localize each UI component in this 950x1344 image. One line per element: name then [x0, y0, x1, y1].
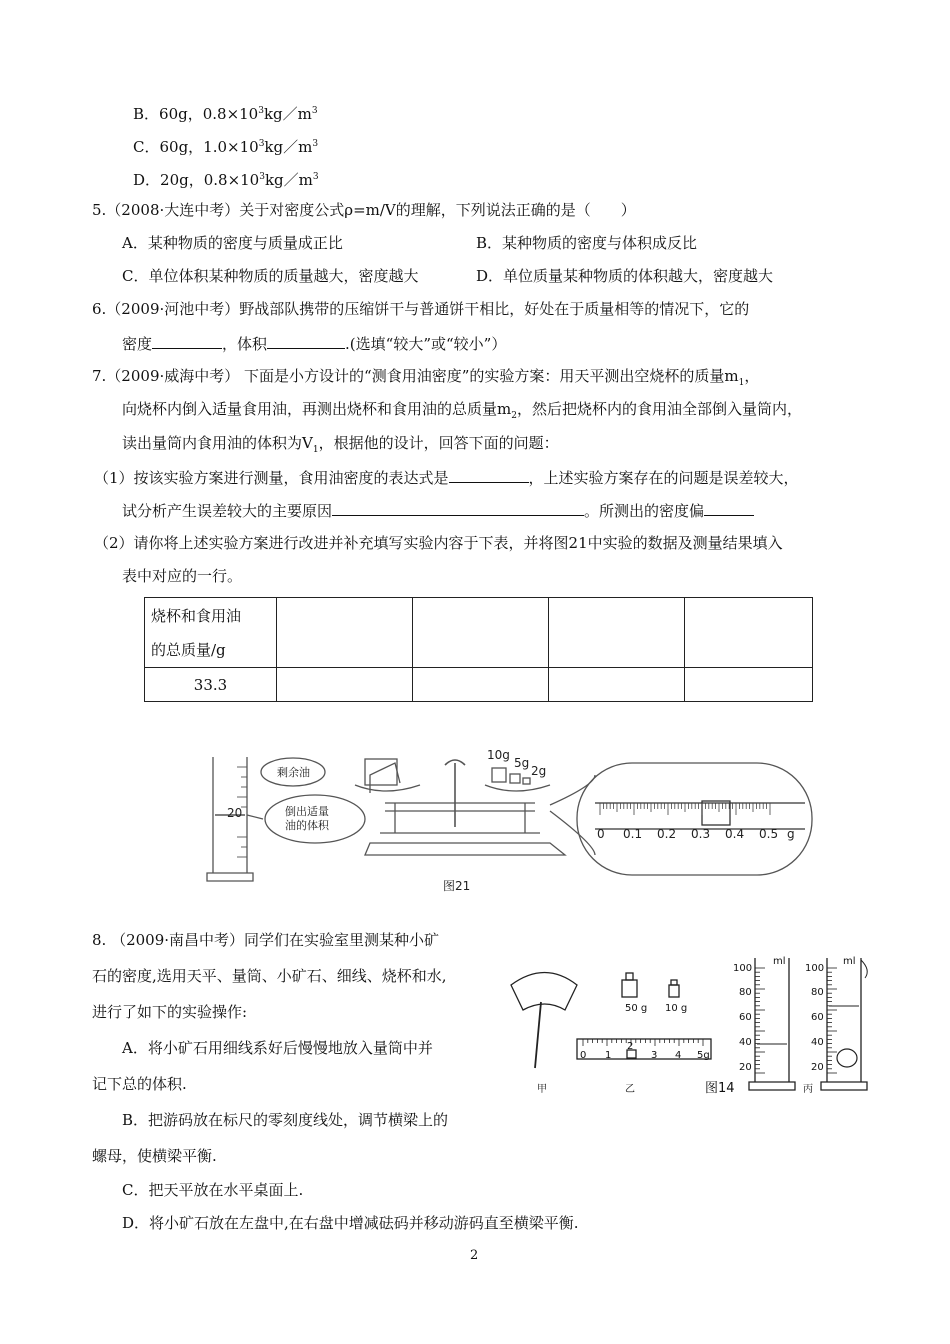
scale-label: 0 — [580, 1050, 587, 1061]
q7-line1: 7.（2009·威海中考） 下面是小方设计的“测食用油密度”的实验方案：用天平测出空烧杯的质量$m_1$， — [92, 367, 760, 388]
table-cell[interactable] — [277, 668, 413, 702]
table-cell[interactable] — [549, 598, 685, 668]
scale-unit: g — [787, 827, 795, 841]
q5-stem: 5.（2008·大连中考）关于对密度公式ρ=m/V的理解，下列说法正确的是（ ） — [92, 201, 636, 219]
tick-label: 100 — [805, 963, 825, 974]
weight-5g-label: 5g — [514, 756, 530, 770]
tick-label: 60 — [739, 1012, 752, 1023]
table-header-cell — [145, 598, 277, 668]
scale-label: 0.2 — [657, 827, 677, 841]
q7-line3: 读出量筒内食用油的体积为$V_1$，根据他的设计，回答下面的问题： — [122, 434, 559, 455]
q6-blank-volume[interactable] — [267, 332, 345, 349]
tick-label: 40 — [811, 1037, 824, 1048]
table-cell[interactable] — [277, 598, 413, 668]
weight-10g-label: 10 g — [665, 1003, 688, 1014]
q5-option-a: A．某种物质的密度与质量成正比 — [122, 234, 343, 252]
q7-blank-reason[interactable] — [332, 499, 584, 516]
figure-21 — [205, 745, 820, 895]
q8-step-b1: B．把游码放在标尺的零刻度线处，调节横梁上的 — [122, 1111, 449, 1129]
scale-label: 0 — [597, 827, 605, 841]
table-cell[interactable] — [685, 668, 813, 702]
data-table — [144, 597, 813, 702]
figure-14 — [505, 940, 885, 1100]
table-cell[interactable] — [685, 598, 813, 668]
weight-2g-label: 2g — [531, 764, 547, 778]
label-yi: 乙 — [625, 1084, 635, 1095]
scale-label: 0.1 — [623, 827, 643, 841]
weight-10g-label: 10g — [487, 748, 510, 762]
q8-step-a2: 记下总的体积. — [92, 1075, 187, 1093]
weight-50g-label: 50 g — [625, 1003, 648, 1014]
scale-label: 0.4 — [725, 827, 745, 841]
figure-14-caption: 图14 — [705, 1081, 735, 1096]
scale-label: 0.3 — [691, 827, 711, 841]
label-bing: 丙 — [803, 1084, 813, 1095]
q5-option-d: D．单位质量某种物质的体积越大，密度越大 — [476, 267, 774, 285]
q7-part2-line2: 表中对应的一行。 — [122, 567, 243, 585]
cylinder-right — [821, 958, 867, 1090]
table-header-line1: 烧杯和食用油 — [151, 606, 242, 625]
table-cell[interactable] — [549, 668, 685, 702]
q8-step-a1: A．将小矿石用细线系好后慢慢地放入量筒中并 — [122, 1039, 433, 1057]
tick-label: 20 — [811, 1062, 824, 1073]
scale-label: 4 — [675, 1050, 682, 1061]
scale-label: 3 — [651, 1050, 658, 1061]
q7-blank-bias[interactable] — [704, 499, 754, 516]
scale-label: 1 — [605, 1050, 612, 1061]
q8-line1: 8. （2009·南昌中考）同学们在实验室里测某种小矿 — [92, 931, 440, 949]
q7-part1-line2: 试分析产生误差较大的主要原因 。所测出的密度偏 — [122, 499, 754, 521]
tick-label: 60 — [811, 1012, 824, 1023]
page-number: 2 — [470, 1248, 479, 1263]
bubble-pour-line1: 倒出适量 — [285, 805, 329, 818]
q8-step-b2: 螺母，使横梁平衡. — [92, 1147, 217, 1165]
tick-label: 80 — [739, 987, 752, 998]
table-header-line2: 的总质量/g — [151, 640, 226, 659]
cylinder-left — [749, 958, 795, 1090]
q7-part1-line1: （1）按该实验方案进行测量，食用油密度的表达式是 ，上述实验方案存在的问题是误差较大， — [94, 466, 799, 488]
label-jia: 甲 — [537, 1084, 547, 1095]
scale-label: 5g — [697, 1050, 710, 1061]
q8-line2: 石的密度,选用天平、量筒、小矿石、细线、烧杯和水, — [92, 967, 447, 985]
scale-label: 2 — [627, 1041, 634, 1052]
q6-line2: 密度 ，体积 .(选填“较大”或“较小”） — [122, 332, 506, 354]
balance-dial — [511, 973, 577, 1011]
q4-option-d: D．20g，$0.8\times 10^3kg/m^3$ — [133, 171, 319, 189]
q7-line2: 向烧杯内倒入适量食用油，再测出烧杯和食用油的总质量$m_2$，然后把烧杯内的食用油全部倒入量筒内， — [122, 400, 802, 421]
cylinder-unit-right: ml — [843, 956, 856, 967]
q4-option-b: B．60g，$0.8\times 10^3kg/m^3$ — [133, 105, 318, 123]
bubble-pour-line2: 油的体积 — [285, 819, 329, 832]
scale-label: 0.5 — [759, 827, 779, 841]
bubble-remaining-oil: 剩余油 — [277, 766, 310, 779]
q5-option-b: B．某种物质的密度与体积成反比 — [476, 234, 698, 252]
table-cell[interactable] — [413, 598, 549, 668]
tick-label: 100 — [733, 963, 753, 974]
cylinder-unit-left: ml — [773, 956, 786, 967]
q5-option-c: C．单位体积某种物质的质量越大，密度越大 — [122, 267, 419, 285]
q6-line1: 6.（2009·河池中考）野战部队携带的压缩饼干与普通饼干相比，好处在于质量相等的情况下，它的 — [92, 300, 750, 318]
tick-label: 80 — [811, 987, 824, 998]
q7-part2-line1: （2）请你将上述实验方案进行改进并补充填写实验内容于下表，并将图21中实验的数据及测量结果填入 — [94, 534, 783, 552]
table-cell[interactable] — [413, 668, 549, 702]
figure-21-caption: 图21 — [443, 879, 471, 893]
scale-zoom-bubble — [577, 763, 812, 875]
cylinder-mark: 20 — [227, 806, 243, 820]
q8-line3: 进行了如下的实验操作: — [92, 1003, 248, 1021]
tick-label: 20 — [739, 1062, 752, 1073]
q8-step-d: D．将小矿石放在左盘中,在右盘中增减砝码并移动游码直至横梁平衡. — [122, 1214, 579, 1232]
tick-label: 40 — [739, 1037, 752, 1048]
q6-blank-density[interactable] — [152, 332, 222, 349]
q4-option-c: C．60g，$1.0\times 10^3kg/m^3$ — [133, 138, 319, 156]
mineral-stone — [837, 1049, 857, 1067]
q7-blank-expression[interactable] — [449, 466, 529, 483]
q8-step-c: C．把天平放在水平桌面上. — [122, 1181, 304, 1199]
table-value-cell: 33.3 — [145, 668, 277, 702]
